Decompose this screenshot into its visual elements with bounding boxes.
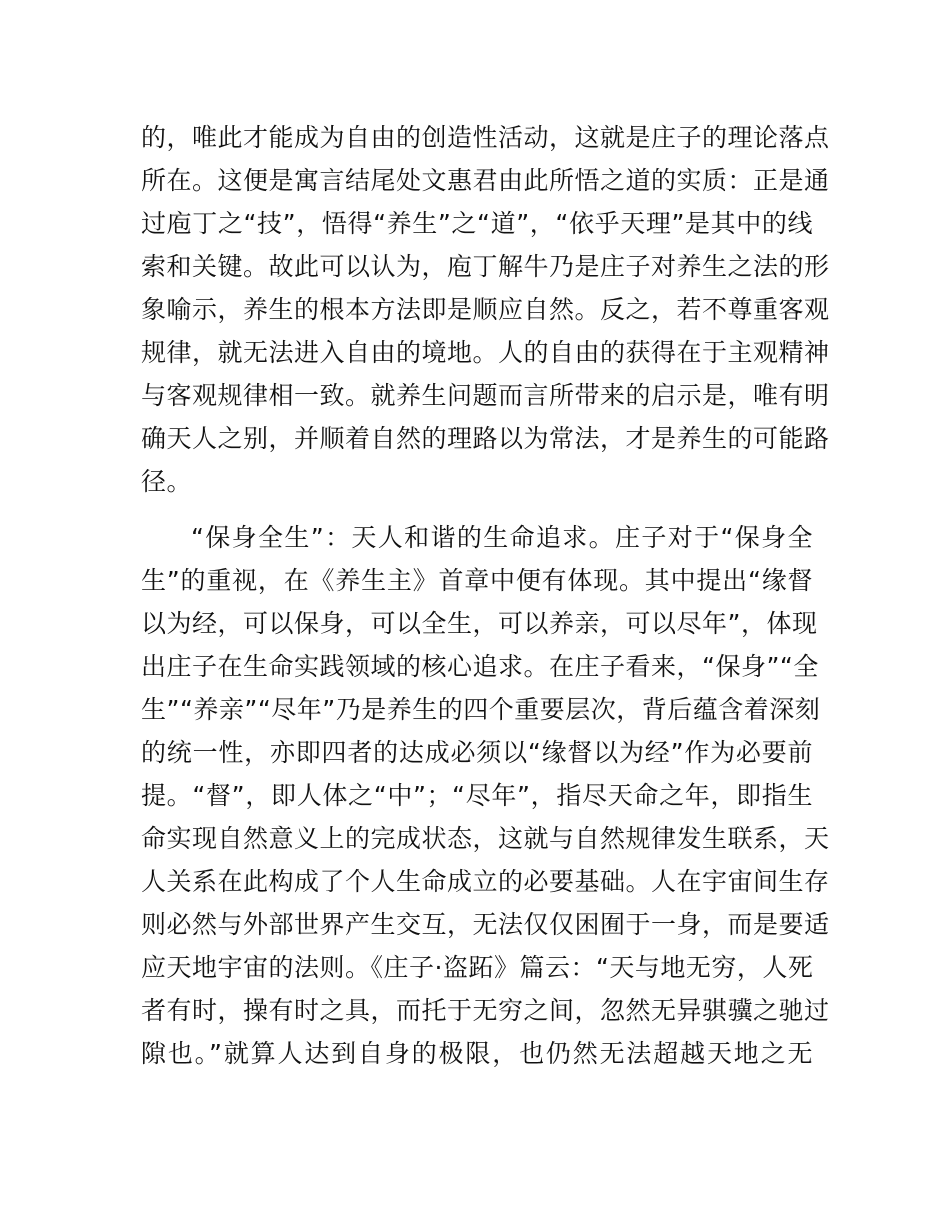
paragraph-2	[141, 516, 830, 1075]
paragraph-line: 与客观规律相一致。就养生问题而言所带来的启示是，唯有明	[141, 381, 830, 410]
paragraph-line: 确天人之别，并顺着自然的理路以为常法，才是养生的可能路	[141, 424, 830, 453]
paragraph-line: 的，唯此才能成为自由的创造性活动，这就是庄子的理论落点	[141, 123, 830, 152]
paragraph-line: 人关系在此构成了个人生命成立的必要基础。人在宇宙间生存	[141, 867, 830, 896]
paragraph-line: 者有时，操有时之具，而托于无穷之间，忽然无异骐骥之驰过	[141, 996, 830, 1025]
paragraph-line: 索和关键。故此可以认为，庖丁解牛乃是庄子对养生之法的形	[141, 252, 830, 281]
paragraph-line: 出庄子在生命实践领域的核心追求。在庄子看来，“保身”“全	[141, 652, 819, 681]
paragraph-line: 径。	[141, 467, 193, 496]
paragraph-line: 应天地宇宙的法则。《庄子·盗跖》篇云：“天与地无穷，人死	[141, 953, 814, 982]
paragraph-line: 规律，就无法进入自由的境地。人的自由的获得在于主观精神	[141, 338, 830, 367]
paragraph-line: 提。“督”，即人体之“中”；“尽年”，指尽天命之年，即指生	[141, 781, 813, 810]
paragraph-1	[141, 116, 830, 503]
paragraph-line: 象喻示，养生的根本方法即是顺应自然。反之，若不尊重客观	[141, 295, 830, 324]
paragraph-line: 生”的重视，在《养生主》首章中便有体现。其中提出“缘督	[141, 566, 813, 595]
paragraph-line: 隙也。”就算人达到自身的极限，也仍然无法超越天地之无	[141, 1039, 813, 1068]
paragraph-line: 生”“养亲”“尽年”乃是养生的四个重要层次，背后蕴含着深刻	[141, 695, 821, 724]
paragraph-line: 过庖丁之“技”，悟得“养生”之“道”，“依乎天理”是其中的线	[141, 209, 813, 238]
paragraph-line: 命实现自然意义上的完成状态，这就与自然规律发生联系，天	[141, 824, 830, 853]
paragraph-line: 以为经，可以保身，可以全生，可以养亲，可以尽年”，体现	[141, 609, 818, 638]
paragraph-line: 所在。这便是寓言结尾处文惠君由此所悟之道的实质：正是通	[141, 166, 830, 195]
paragraph-line: “保身全生”：天人和谐的生命追求。庄子对于“保身全	[191, 523, 813, 552]
paragraph-line: 则必然与外部世界产生交互，无法仅仅困囿于一身，而是要适	[141, 910, 830, 939]
paragraph-line: 的统一性，亦即四者的达成必须以“缘督以为经”作为必要前	[141, 738, 813, 767]
